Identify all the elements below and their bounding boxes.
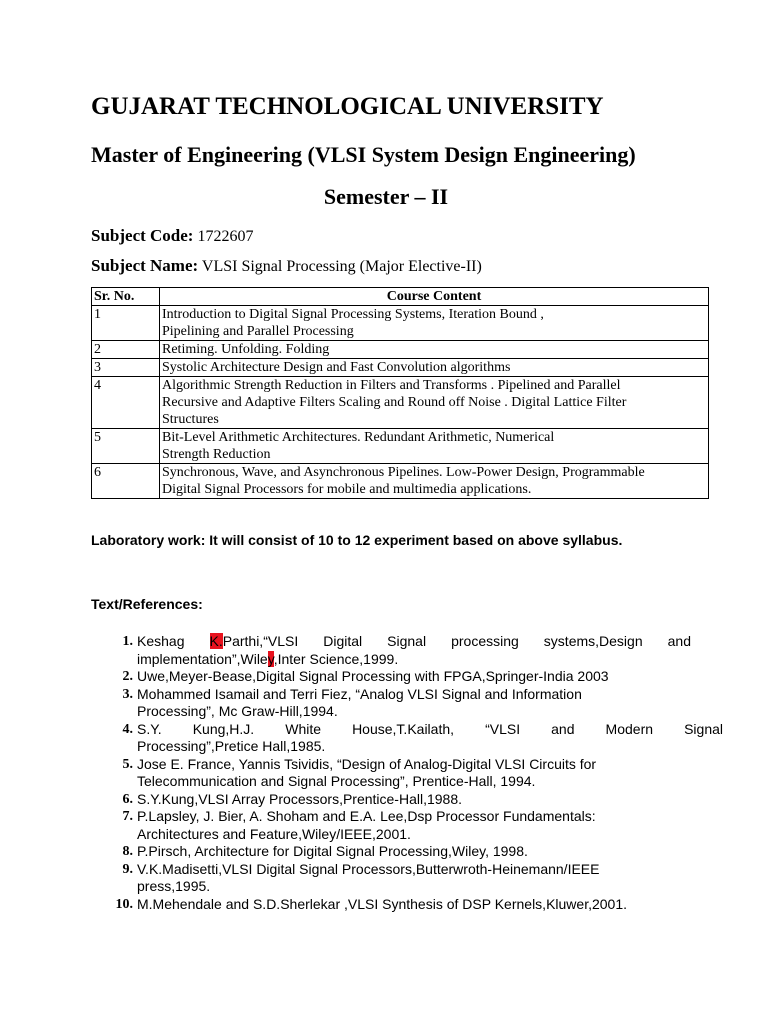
content-line: Pipelining and Parallel Processing	[162, 324, 354, 339]
list-item	[91, 686, 691, 721]
content-line: Synchronous, Wave, and Asynchronous Pipelines. Low-Power Design, Programmable	[162, 465, 645, 480]
row-content	[160, 464, 709, 499]
list-item	[91, 808, 691, 843]
row-content	[160, 377, 709, 429]
row-sr-no: 3	[92, 359, 160, 377]
col-header-course-content: Course Content	[160, 288, 709, 306]
list-item-line: Telecommunication and Signal Processing”, Prentice-Hall, 1994.	[137, 773, 536, 789]
subject-name-value: VLSI Signal Processing (Major Elective-II)	[201, 258, 482, 275]
list-item	[91, 721, 723, 756]
row-sr-no: 2	[92, 341, 160, 359]
semester-label: Semester – II	[323, 184, 449, 209]
row-content	[160, 429, 709, 464]
laboratory-work-text: Laboratory work: It will consist of 10 to 12 experiment based on above syllabus.	[91, 532, 623, 548]
list-item-line: implementation”,Wiley,Inter Science,1999.	[137, 650, 399, 667]
list-item-number: 1.	[122, 634, 133, 649]
list-item-line: Architectures and Feature,Wiley/IEEE,2001.	[137, 825, 411, 842]
table-header-row	[92, 288, 709, 306]
list-item	[91, 633, 691, 668]
course-content-table	[91, 287, 709, 499]
list-item-number: 3.	[122, 686, 133, 702]
list-item-number: 4.	[122, 721, 133, 737]
list-item-line: S.Y. Kung,H.J. White House,T.Kailath, “VLSI and Modern Signal	[137, 720, 723, 737]
list-item-number: 2.	[122, 669, 133, 684]
content-line: Introduction to Digital Signal Processing Systems, Iteration Bound ,	[162, 307, 544, 322]
list-item-line: Keshag K.Parthi,“VLSI Digital Signal processing systems,Design and	[137, 633, 691, 649]
list-item-number: 8.	[122, 844, 133, 859]
row-sr-no: 6	[92, 464, 160, 499]
row-sr-no: 5	[92, 429, 160, 464]
col-header-sr-no: Sr. No.	[92, 288, 160, 306]
list-item-line: Mohammed Isamail and Terri Fiez, “Analog VLSI Signal and Information	[137, 685, 582, 702]
semester-title	[0, 184, 768, 210]
degree-title: Master of Engineering (VLSI System Design Engineering)	[91, 142, 636, 167]
content-line: Retiming. Unfolding. Folding	[162, 342, 330, 357]
list-item-line: Uwe,Meyer-Bease,Digital Signal Processing with FPGA,Springer-India 2003	[137, 668, 609, 684]
list-item-line: S.Y.Kung,VLSI Array Processors,Prentice-Hall,1988.	[137, 790, 463, 807]
row-sr-no: 1	[92, 306, 160, 341]
table-row	[92, 359, 709, 377]
subject-name	[91, 256, 482, 276]
row-content	[160, 341, 709, 359]
highlight-mark: y	[267, 650, 274, 667]
list-item-number: 6.	[122, 791, 133, 807]
list-item-line: P.Lapsley, J. Bier, A. Shoham and E.A. Lee,Dsp Processor Fundamentals:	[137, 808, 596, 824]
content-line: Structures	[162, 412, 219, 427]
list-item-line: M.Mehendale and S.D.Sherlekar ,VLSI Synthesis of DSP Kernels,Kluwer,2001.	[137, 895, 628, 912]
row-sr-no: 4	[92, 377, 160, 429]
list-item	[91, 843, 691, 861]
highlight-mark: K.	[209, 633, 223, 649]
list-item	[91, 861, 691, 896]
table-row	[92, 429, 709, 464]
content-line: Systolic Architecture Design and Fast Convolution algorithms	[162, 360, 511, 375]
list-item-number: 7.	[122, 809, 133, 824]
table-row	[92, 377, 709, 429]
university-title: GUJARAT TECHNOLOGICAL UNIVERSITY	[91, 93, 604, 120]
list-item-line: Processing”,Pretice Hall,1985.	[137, 738, 326, 754]
list-item	[91, 896, 691, 914]
list-item-line: Processing”, Mc Graw-Hill,1994.	[137, 703, 338, 719]
list-item	[91, 668, 691, 686]
subject-code-value: 1722607	[197, 228, 254, 245]
subject-code-label: Subject Code:	[91, 226, 194, 245]
row-content	[160, 306, 709, 341]
list-item-line: press,1995.	[137, 878, 211, 894]
row-content	[160, 359, 709, 377]
content-line: Recursive and Adaptive Filters Scaling and Round off Noise . Digital Lattice Filter	[162, 395, 627, 410]
list-item-line: P.Pirsch, Architecture for Digital Signal Processing,Wiley, 1998.	[137, 843, 528, 859]
subject-code	[91, 226, 253, 246]
table-row	[92, 341, 709, 359]
content-line: Digital Signal Processors for mobile and multimedia applications.	[162, 482, 532, 497]
subject-name-label: Subject Name:	[91, 256, 199, 275]
list-item-number: 10.	[115, 896, 133, 912]
table-row	[92, 464, 709, 499]
table-row	[92, 306, 709, 341]
list-item	[91, 756, 691, 791]
list-item	[91, 791, 691, 809]
list-item-line: Jose E. France, Yannis Tsividis, “Design of Analog-Digital VLSI Circuits for	[137, 755, 597, 772]
content-line: Algorithmic Strength Reduction in Filters and Transforms . Pipelined and Parallel	[162, 378, 621, 393]
content-line: Bit-Level Arithmetic Architectures. Redundant Arithmetic, Numerical	[162, 430, 555, 445]
list-item-number: 9.	[122, 861, 133, 877]
references-list	[91, 633, 723, 913]
list-item-number: 5.	[122, 756, 133, 772]
content-line: Strength Reduction	[162, 447, 271, 462]
references-heading: Text/References:	[91, 596, 203, 612]
list-item-line: V.K.Madisetti,VLSI Digital Signal Processors,Butterwroth-Heinemann/IEEE	[137, 860, 600, 877]
